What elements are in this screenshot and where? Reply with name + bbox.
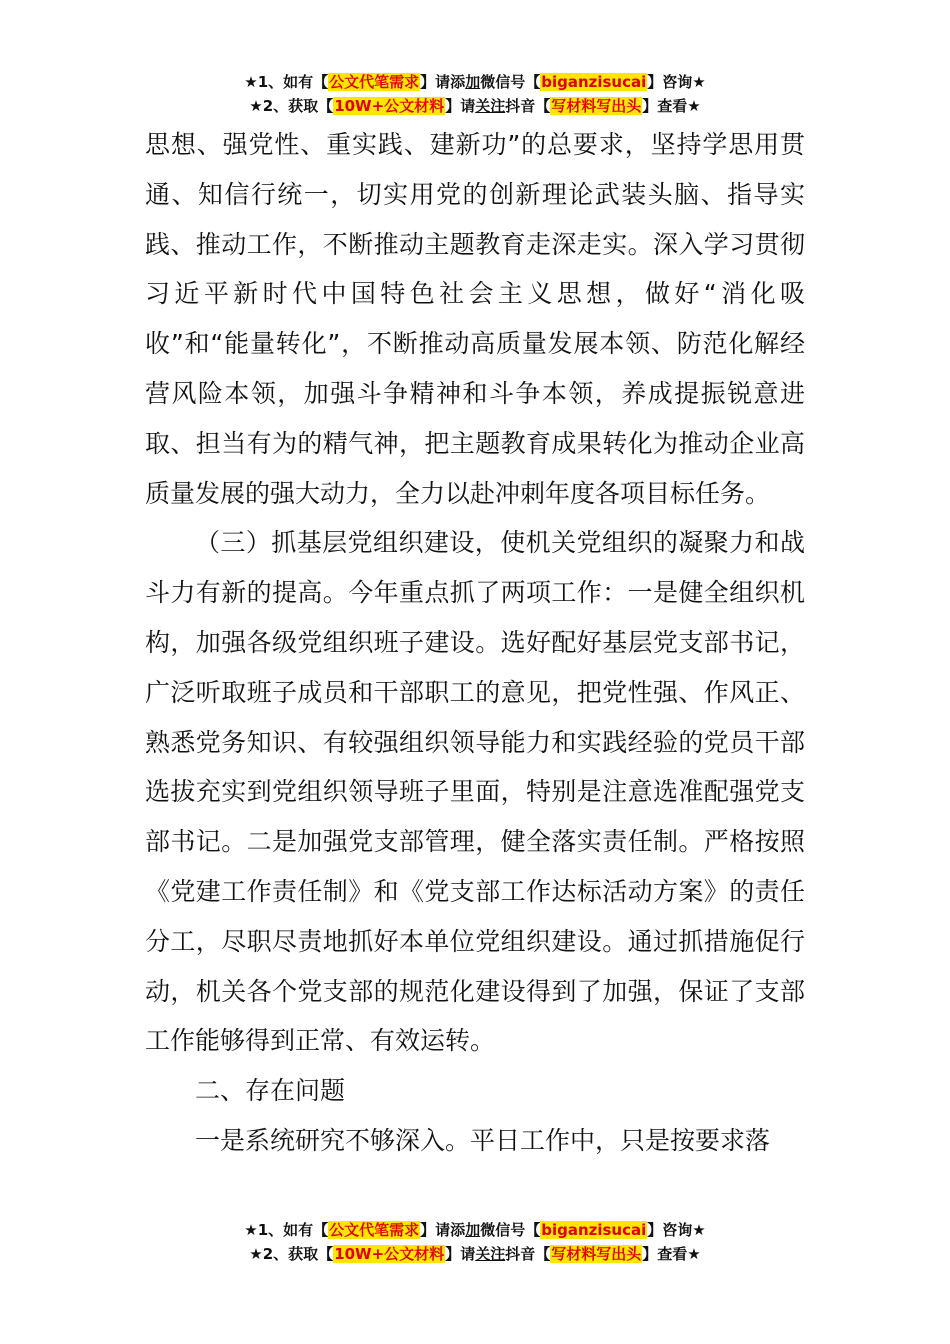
banner-underline: 关注 bbox=[475, 1245, 506, 1263]
banner-line-1 bbox=[0, 70, 950, 94]
banner-highlight: 写材料写出头 bbox=[551, 1245, 642, 1263]
banner-text: ★2、获取【 bbox=[249, 97, 334, 115]
banner-text: 】查看★ bbox=[642, 1245, 701, 1263]
banner-highlight: biganzisucai bbox=[541, 73, 647, 91]
banner-line-2 bbox=[0, 1242, 950, 1266]
banner-line-1 bbox=[0, 1218, 950, 1242]
banner-text: 】咨询★ bbox=[647, 1221, 706, 1239]
banner-text: 抖音【 bbox=[505, 97, 551, 115]
banner-highlight: 公文代笔需求 bbox=[329, 1221, 420, 1239]
banner-highlight: 10W+公文材料 bbox=[334, 1245, 445, 1263]
banner-text: 抖音【 bbox=[505, 1245, 551, 1263]
banner-highlight: 公文代笔需求 bbox=[329, 73, 420, 91]
paragraph-1: 思想、强党性、重实践、建新功”的总要求，坚持学思用贯通、知信行统一，切实用党的创新理论武装头脑、指导实践、推动工作，不断推动主题教育走深走实。深入学习贯彻习近平新时代中国特色社会主义思想，做好“消化吸收”和“能量转化”，不断推动高质量发展本领、防范化解经营风险本领，加强斗争精神和斗争本领，养成提振锐意进取、担当有为的精气神，把主题教育成果转化为推动企业高质量发展的强大动力，全力以赴冲刺年度各项目标任务。 bbox=[145, 130, 805, 508]
header-banner bbox=[0, 70, 950, 118]
banner-text: 】请添 bbox=[420, 1221, 466, 1239]
banner-text: 微信号【 bbox=[480, 73, 541, 91]
banner-underline: 关注 bbox=[475, 97, 506, 115]
banner-text: 微信号【 bbox=[480, 1221, 541, 1239]
banner-line-2 bbox=[0, 94, 950, 118]
paragraph-3: 一是系统研究不够深入。平日工作中，只是按要求落 bbox=[195, 1125, 771, 1155]
banner-text: 】查看★ bbox=[642, 97, 701, 115]
document-body bbox=[145, 120, 805, 1166]
footer-banner bbox=[0, 1218, 950, 1266]
banner-highlight: 写材料写出头 bbox=[551, 97, 642, 115]
banner-text: ★2、获取【 bbox=[249, 1245, 334, 1263]
banner-text: ★1、如有【 bbox=[244, 73, 329, 91]
banner-text: ★1、如有【 bbox=[244, 1221, 329, 1239]
banner-highlight: biganzisucai bbox=[541, 1221, 647, 1239]
banner-text: 】咨询★ bbox=[647, 73, 706, 91]
banner-text: 】请添 bbox=[420, 73, 466, 91]
paragraph-2: （三）抓基层党组织建设，使机关党组织的凝聚力和战斗力有新的提高。今年重点抓了两项工作：一是健全组织机构，加强各级党组织班子建设。选好配好基层党支部书记，广泛听取班子成员和干部职工的意见，把党性强、作风正、熟悉党务知识、有较强组织领导能力和实践经验的党员干部选拔充实到党组织领导班子里面，特别是注意选准配强党支部书记。二是加强党支部管理，健全落实责任制。严格按照《党建工作责任制》和《党支部工作达标活动方案》的责任分工，尽职尽责地抓好本单位党组织建设。通过抓措施促行动，机关各个党支部的规范化建设得到了加强，保证了支部工作能够得到正常、有效运转。 bbox=[145, 528, 805, 1056]
banner-underline: 加 bbox=[465, 73, 481, 91]
banner-text: 】请 bbox=[445, 97, 476, 115]
banner-underline: 加 bbox=[465, 1221, 481, 1239]
banner-text: 】请 bbox=[445, 1245, 476, 1263]
banner-highlight: 10W+公文材料 bbox=[334, 97, 445, 115]
section-heading: 二、存在问题 bbox=[195, 1076, 346, 1106]
